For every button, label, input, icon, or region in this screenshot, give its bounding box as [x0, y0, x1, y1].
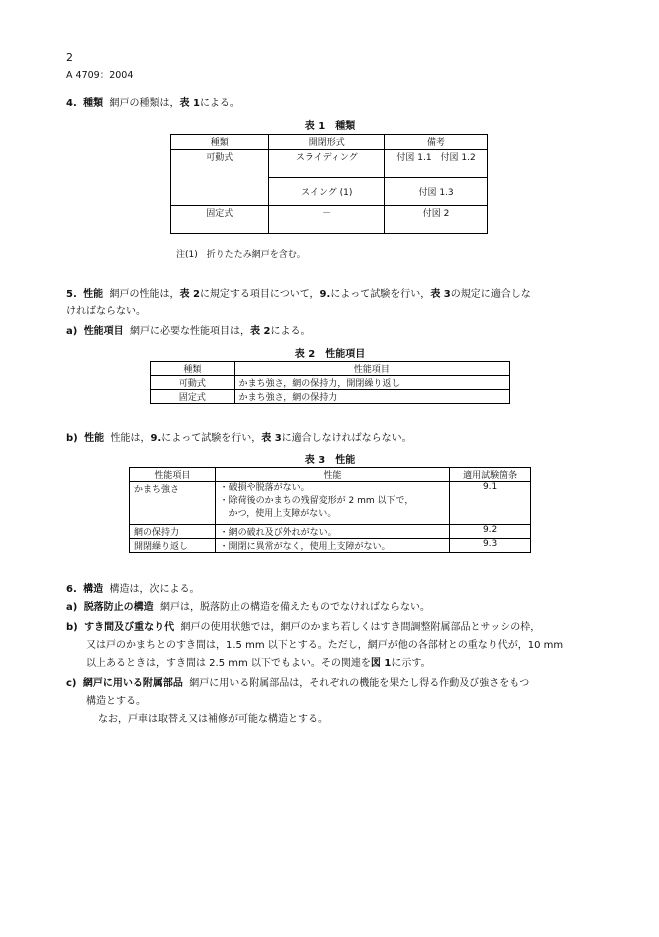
table-1-header-type: 種類: [171, 135, 269, 150]
table-3-row1-line2: ・除荷後のかまちの残留変形が 2 mm 以下で，: [219, 496, 414, 506]
table-1-sliding: スライディング: [269, 150, 385, 178]
section-5b: [66, 433, 412, 445]
table-3-row1-performance: [215, 482, 450, 525]
section-6a: [66, 602, 430, 614]
table-3-header-performance: 性能: [215, 468, 450, 482]
section-5-heading: [66, 289, 531, 301]
section-5-ref-table2: 表 2: [179, 289, 200, 300]
section-5-text-3: によって試験を行い，: [330, 289, 431, 300]
section-6c-title: 網戸に用いる附属部品: [82, 678, 183, 689]
section-5-text-2: に規定する項目について，: [199, 289, 320, 300]
section-5a-ref: 表 2: [250, 326, 271, 337]
table-3-row2-test: 9.2: [450, 525, 531, 539]
section-6b-line3: [86, 658, 431, 670]
section-5a-text: 網戸に必要な性能項目は，: [130, 326, 251, 337]
section-6a-label: a): [66, 602, 78, 613]
section-6b: [66, 622, 540, 634]
table-2-row-items: かまち強さ，網の保持力: [234, 390, 509, 404]
table-3-row1-line1: ・破損や脱落がない。: [219, 483, 310, 493]
section-5-title: 性能: [83, 289, 104, 300]
section-5a: [66, 326, 311, 338]
document-id: A 4709：2004: [66, 70, 134, 81]
table-1-sliding-note: 付図 1.1 付図 1.2: [385, 150, 488, 178]
section-5-text-1: 網戸の性能は，: [109, 289, 180, 300]
table-1-fixed-type: －: [269, 206, 385, 234]
section-6c-label: c): [66, 678, 77, 689]
section-5a-text-end: による。: [270, 326, 311, 337]
section-5-ref-9: 9.: [319, 289, 331, 300]
section-5a-label: a): [66, 326, 78, 337]
section-5a-title: 性能項目: [83, 326, 124, 337]
section-6a-title: 脱落防止の構造: [83, 602, 154, 613]
table-1-swing-note: 付図 1.3: [385, 178, 488, 206]
table-1-swing: スイング (1): [269, 178, 385, 206]
section-6c-line3: なお，戸車は取替え又は補修が可能な構造とする。: [98, 714, 328, 725]
table-2-header-items: 性能項目: [234, 362, 509, 376]
page-number: 2: [66, 51, 73, 64]
table-1-footnote: 注(1) 折りたたみ網戸を含む。: [176, 250, 306, 260]
section-5-ref-table3: 表 3: [430, 289, 451, 300]
table-1-header-remarks: 備考: [385, 135, 488, 150]
section-6b-label: b): [66, 622, 78, 633]
section-4-heading: [66, 98, 240, 110]
table-2-row-type: 可動式: [151, 376, 235, 390]
section-5b-label: b): [66, 433, 78, 444]
section-6b-fig-ref: 図 1: [370, 658, 392, 669]
table-3-row3-item: 開閉繰り返し: [130, 539, 216, 553]
table-2-row-type: 固定式: [151, 390, 235, 404]
section-6b-line2: 又は戸のかまちとのすき間は，1.5 mm 以下とする。ただし，網戸が他の各部材との重なり代が，10 mm: [86, 640, 564, 651]
section-6b-line3-end: に示す。: [391, 658, 431, 669]
section-5b-ref-9: 9.: [150, 433, 162, 444]
table-3-row2-performance: ・網の破れ及び外れがない。: [215, 525, 450, 539]
section-6-title: 構造: [83, 584, 104, 595]
table-2-header-type: 種類: [151, 362, 235, 376]
section-6-text: 構造は，次による。: [109, 584, 200, 595]
section-4-text: 網戸の種類は，: [109, 98, 180, 109]
section-6c-line2: 構造とする。: [86, 696, 146, 707]
section-4-number: 4.: [66, 98, 77, 109]
section-6-heading: [66, 584, 199, 596]
table-1: [170, 134, 488, 234]
section-5-text-4: の規定に適合しな: [450, 289, 531, 300]
table-1-fixed: 固定式: [171, 206, 269, 234]
table-3-row1-test: 9.1: [450, 482, 531, 525]
section-4-table-ref: 表 1: [179, 98, 200, 109]
table-3-caption: 表 3 性能: [304, 455, 356, 466]
section-5b-text-end: に適合しなければならない。: [281, 433, 412, 444]
section-6b-line1: 網戸の使用状態では，網戸のかまち若しくはすき間調整附属部品とサッシの枠，: [180, 622, 541, 633]
section-5b-text: 性能は，: [110, 433, 151, 444]
table-2-caption: 表 2 性能項目: [294, 349, 366, 360]
table-3-header-test: 適用試験箇条: [450, 468, 531, 482]
table-2-row-items: かまち強さ，網の保持力，開閉繰り返し: [234, 376, 509, 390]
section-6b-title: すき間及び重なり代: [84, 622, 175, 633]
table-1-fixed-note: 付図 2: [385, 206, 488, 234]
section-6c-line1: 網戸に用いる附属部品は，それぞれの機能を果たし得る作動及び強さをもつ: [189, 678, 530, 689]
table-3-row3-performance: ・開閉に異常がなく，使用上支障がない。: [215, 539, 450, 553]
section-6a-text: 網戸は，脱落防止の構造を備えたものでなければならない。: [160, 602, 431, 613]
section-4-text-end: による。: [199, 98, 240, 109]
section-5-line-2: ければならない。: [66, 306, 146, 317]
section-6b-line3-text: 以上あるときは，すき間は 2.5 mm 以下でもよい。その関連を: [86, 658, 371, 669]
table-2: [150, 361, 510, 404]
table-1-header-mode: 開閉形式: [269, 135, 385, 150]
table-1-movable: 可動式: [171, 150, 269, 206]
section-6c: [66, 678, 529, 690]
section-5b-text-mid: によって試験を行い，: [161, 433, 262, 444]
table-3-row1-line3: かつ，使用上支障がない。: [228, 509, 337, 519]
section-5b-ref-table3: 表 3: [261, 433, 282, 444]
section-5-number: 5.: [66, 289, 77, 300]
table-3-row3-test: 9.3: [450, 539, 531, 553]
section-5b-title: 性能: [84, 433, 105, 444]
section-4-title: 種類: [83, 98, 104, 109]
table-1-caption: 表 1 種類: [304, 121, 356, 132]
table-3-row1-item: かまち強さ: [130, 482, 216, 525]
section-6-number: 6.: [66, 584, 77, 595]
table-3-header-item: 性能項目: [130, 468, 216, 482]
table-3-row2-item: 網の保持力: [130, 525, 216, 539]
table-3: [129, 467, 531, 553]
